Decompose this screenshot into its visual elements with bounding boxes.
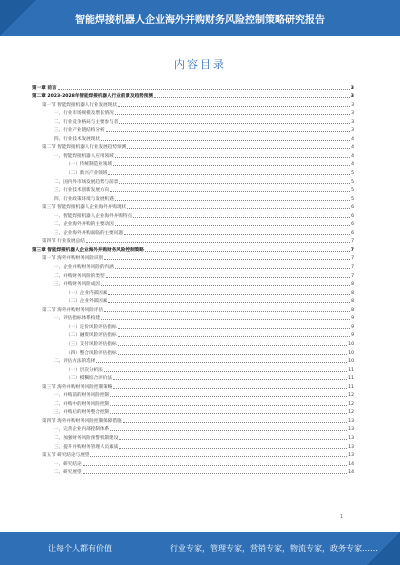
toc-entry-title: （二）融资风险评估指标 bbox=[66, 333, 117, 339]
toc-entry[interactable] bbox=[32, 253, 354, 262]
toc-entry[interactable] bbox=[32, 287, 354, 296]
toc-entry-title: 第二章 2023-2028年智能焊接机器人行业前景及趋势预测 bbox=[32, 94, 153, 100]
toc-heading: 内容目录 bbox=[174, 58, 226, 71]
toc-entry[interactable] bbox=[32, 432, 354, 441]
toc-entry[interactable] bbox=[32, 415, 354, 424]
toc-entry-title: （一）定价风险评估指标 bbox=[66, 324, 117, 330]
toc-entry-title: 第三节 海外并购财务风险控制策略 bbox=[42, 384, 113, 390]
toc-entry[interactable] bbox=[32, 244, 354, 253]
footer-experts-line: 行业专家，管理专家，营销专家，物流专家，政务专家…… bbox=[170, 544, 378, 553]
toc-leader-dots bbox=[118, 328, 351, 329]
toc-leader-dots bbox=[115, 114, 350, 115]
toc-entry-title: （一）层次分析法 bbox=[66, 367, 103, 373]
toc-leader-dots bbox=[115, 225, 350, 226]
toc-entry[interactable] bbox=[32, 108, 354, 117]
toc-leader-dots bbox=[110, 430, 347, 431]
toc-entry[interactable] bbox=[32, 125, 354, 134]
toc-entry-page: 8 bbox=[351, 307, 354, 313]
toc-entry[interactable] bbox=[32, 210, 354, 219]
toc-entry-title: 一、评估指标体系构建 bbox=[54, 316, 100, 322]
toc-entry-title: 二、加强财务风险预警机制建设 bbox=[54, 435, 119, 441]
document-footer-bar bbox=[0, 532, 400, 565]
toc-entry[interactable] bbox=[32, 441, 354, 450]
toc-entry-page: 3 bbox=[351, 102, 354, 108]
toc-entry-title: 第三章 智能焊接机器人企业海外并购财务风险控制策略 bbox=[32, 247, 144, 253]
toc-entry-page: 4 bbox=[351, 153, 354, 159]
toc-entry-title: 三、并购财务风险成因 bbox=[54, 282, 100, 288]
toc-entry[interactable] bbox=[32, 270, 354, 279]
toc-leader-dots bbox=[106, 277, 351, 278]
toc-leader-dots bbox=[108, 302, 350, 303]
toc-leader-dots bbox=[90, 456, 347, 457]
toc-entry[interactable] bbox=[32, 202, 354, 211]
toc-entry[interactable] bbox=[32, 296, 354, 305]
toc-entry-title: 一、并购前的财务风险控制 bbox=[54, 393, 110, 399]
toc-entry-page: 13 bbox=[348, 418, 354, 424]
toc-leader-dots bbox=[145, 251, 350, 252]
toc-entry[interactable] bbox=[32, 82, 354, 91]
toc-entry-title: 第一章 前言 bbox=[32, 85, 57, 91]
toc-entry[interactable] bbox=[32, 142, 354, 151]
footer-slogan: 让每个人都有价值 bbox=[48, 544, 112, 553]
toc-entry[interactable] bbox=[32, 159, 354, 168]
toc-entry-title: （二）模糊综合评价法 bbox=[66, 376, 112, 382]
toc-entry-page: 6 bbox=[351, 205, 354, 211]
toc-entry[interactable] bbox=[32, 390, 354, 399]
footer-corner-decoration bbox=[367, 532, 400, 565]
toc-entry-page: 13 bbox=[348, 427, 354, 433]
toc-entry[interactable] bbox=[32, 424, 354, 433]
toc-leader-dots bbox=[86, 242, 350, 243]
toc-leader-dots bbox=[119, 123, 350, 124]
toc-entry[interactable] bbox=[32, 407, 354, 416]
toc-entry-title: （二）企业外部因素 bbox=[66, 299, 108, 305]
toc-entry-title: 四、行业政策环境与发展机遇 bbox=[54, 196, 114, 202]
toc-entry[interactable] bbox=[32, 236, 354, 245]
toc-entry-page: 10 bbox=[348, 350, 354, 356]
toc-entry-title: 二、行业竞争格局与主要参与者 bbox=[54, 119, 119, 125]
toc-entry-page: 11 bbox=[348, 384, 354, 390]
toc-leader-dots bbox=[83, 473, 348, 474]
toc-leader-dots bbox=[118, 336, 351, 337]
toc-entry-title: 三、行业技术创新发展方向 bbox=[54, 188, 110, 194]
toc-entry-title: （四）整合风险评估指标 bbox=[66, 350, 117, 356]
toc-leader-dots bbox=[115, 200, 350, 201]
toc-entry-page: 4 bbox=[351, 145, 354, 151]
toc-entry-title: 第四节 行业发展总结 bbox=[42, 239, 85, 245]
toc-entry-page: 12 bbox=[348, 393, 354, 399]
toc-entry[interactable] bbox=[32, 279, 354, 288]
toc-entry-page: 9 bbox=[351, 316, 354, 322]
toc-entry-title: 第四节 海外并购财务风险控制保障措施 bbox=[42, 418, 122, 424]
document-header-bar bbox=[0, 0, 400, 36]
toc-leader-dots bbox=[101, 285, 350, 286]
toc-entry[interactable] bbox=[32, 347, 354, 356]
toc-leader-dots bbox=[96, 362, 347, 363]
toc-entry[interactable] bbox=[32, 381, 354, 390]
toc-entry[interactable] bbox=[32, 227, 354, 236]
toc-entry-title: （一）企业内部因素 bbox=[66, 290, 108, 296]
toc-entry[interactable] bbox=[32, 99, 354, 108]
toc-leader-dots bbox=[115, 268, 350, 269]
toc-entry-page: 12 bbox=[348, 401, 354, 407]
toc-entry-page: 3 bbox=[351, 111, 354, 117]
toc-entry-page: 7 bbox=[351, 256, 354, 262]
toc-entry-page: 7 bbox=[350, 247, 354, 253]
toc-entry-page: 6 bbox=[351, 213, 354, 219]
toc-entry[interactable] bbox=[32, 219, 354, 228]
toc-entry-page: 8 bbox=[351, 282, 354, 288]
toc-entry-page: 9 bbox=[351, 333, 354, 339]
toc-entry-page: 5 bbox=[351, 196, 354, 202]
toc-leader-dots bbox=[101, 140, 350, 141]
toc-leader-dots bbox=[110, 405, 347, 406]
toc-leader-dots bbox=[110, 413, 347, 414]
toc-leader-dots bbox=[118, 354, 348, 355]
toc-entry-title: 一、智能焊接机器人应用领域 bbox=[54, 153, 114, 159]
toc-leader-dots bbox=[127, 208, 350, 209]
toc-entry-title: 一、研究结论 bbox=[54, 461, 82, 467]
toc-leader-dots bbox=[133, 217, 350, 218]
toc-entry-page: 5 bbox=[351, 188, 354, 194]
toc-entry-title: 三、并购后的财务整合控制 bbox=[54, 410, 110, 416]
toc-leader-dots bbox=[118, 106, 350, 107]
document-title: 智能焊接机器人企业海外并购财务风险控制策略研究报告 bbox=[75, 14, 325, 26]
toc-entry-page: 7 bbox=[351, 265, 354, 271]
toc-entry-page: 3 bbox=[351, 128, 354, 134]
toc-leader-dots bbox=[104, 259, 350, 260]
toc-entry-title: 二、并购财务风险的类型 bbox=[54, 273, 105, 279]
toc-entry[interactable] bbox=[32, 313, 354, 322]
toc-entry-page: 10 bbox=[348, 359, 354, 365]
toc-entry[interactable] bbox=[32, 373, 354, 382]
toc-entry-title: 二、并购中的财务风险控制 bbox=[54, 401, 110, 407]
toc-entry-page: 4 bbox=[351, 162, 354, 168]
toc-leader-dots bbox=[123, 422, 348, 423]
toc-entry-page: 6 bbox=[351, 222, 354, 228]
toc-entry[interactable] bbox=[32, 150, 354, 159]
toc-leader-dots bbox=[113, 379, 347, 380]
toc-leader-dots bbox=[58, 89, 350, 90]
toc-leader-dots bbox=[127, 148, 350, 149]
toc-entry-title: 三、行业产业链结构分析 bbox=[54, 128, 105, 134]
toc-entry[interactable] bbox=[32, 321, 354, 330]
toc-entry-page: 13 bbox=[348, 453, 354, 459]
toc-entry[interactable] bbox=[32, 116, 354, 125]
toc-leader-dots bbox=[108, 174, 350, 175]
toc-entry-page: 5 bbox=[351, 171, 354, 177]
toc-entry-page: 5 bbox=[351, 179, 354, 185]
toc-entry-page: 14 bbox=[348, 470, 354, 476]
toc-entry-page: 6 bbox=[351, 230, 354, 236]
toc-entry-page: 11 bbox=[348, 367, 354, 373]
toc-entry-title: （三）支付风险评估指标 bbox=[66, 341, 117, 347]
toc-entry-page: 8 bbox=[351, 299, 354, 305]
toc-entry-page: 3 bbox=[351, 119, 354, 125]
toc-entry[interactable] bbox=[32, 330, 354, 339]
toc-entry[interactable] bbox=[32, 304, 354, 313]
page-number: 1 bbox=[340, 514, 344, 520]
toc-entry-page: 9 bbox=[351, 324, 354, 330]
toc-entry[interactable] bbox=[32, 467, 354, 476]
toc-leader-dots bbox=[104, 371, 347, 372]
toc-entry-page: 7 bbox=[351, 273, 354, 279]
toc-entry-title: 一、完善企业内部控制体系 bbox=[54, 427, 110, 433]
toc-entry[interactable] bbox=[32, 450, 354, 459]
toc-entry-page: 3 bbox=[350, 94, 354, 100]
toc-entry-page: 12 bbox=[348, 410, 354, 416]
toc-entry[interactable] bbox=[32, 364, 354, 373]
toc-leader-dots bbox=[154, 97, 350, 98]
toc-entry-title: 三、提升并购财务管理人员素质 bbox=[54, 444, 119, 450]
toc-entry-page: 7 bbox=[351, 239, 354, 245]
toc-entry-title: 二、国内外市场发展趋势与前景 bbox=[54, 179, 119, 185]
toc-entry-page: 13 bbox=[348, 444, 354, 450]
toc-leader-dots bbox=[113, 388, 347, 389]
toc-entry-page: 11 bbox=[348, 376, 354, 382]
toc-entry-title: 第二节 智能焊接机器人行业发展趋势预测 bbox=[42, 145, 127, 151]
toc-entry-page: 3 bbox=[350, 85, 354, 91]
toc-entry-page: 14 bbox=[348, 461, 354, 467]
toc-entry[interactable] bbox=[32, 261, 354, 270]
toc-entry-page: 4 bbox=[351, 136, 354, 142]
toc-entry-title: 第五节 研究结论与展望 bbox=[42, 453, 90, 459]
toc-entry-title: 四、行业技术发展现状 bbox=[54, 136, 100, 142]
toc-leader-dots bbox=[108, 294, 350, 295]
toc-entry-page: 10 bbox=[348, 341, 354, 347]
toc-leader-dots bbox=[83, 465, 348, 466]
toc-leader-dots bbox=[118, 345, 348, 346]
toc-entry-title: （二）新兴产业领域 bbox=[66, 171, 108, 177]
toc-leader-dots bbox=[119, 439, 347, 440]
toc-entry[interactable] bbox=[32, 91, 354, 100]
toc-leader-dots bbox=[124, 234, 350, 235]
toc-entry[interactable] bbox=[32, 133, 354, 142]
toc-leader-dots bbox=[110, 396, 347, 397]
toc-leader-dots bbox=[119, 448, 347, 449]
toc-entry-title: 第一节 智能焊接机器人行业发展现状 bbox=[42, 102, 117, 108]
toc-leader-dots bbox=[115, 157, 350, 158]
toc-entry-title: 第三节 智能焊接机器人企业海外并购现状 bbox=[42, 205, 127, 211]
toc-entry[interactable] bbox=[32, 185, 354, 194]
toc-entry[interactable] bbox=[32, 167, 354, 176]
toc-entry[interactable] bbox=[32, 338, 354, 347]
toc-entry-title: 二、研究展望 bbox=[54, 470, 82, 476]
toc-entry-title: 二、企业海外并购的主要动因 bbox=[54, 222, 114, 228]
toc-leader-dots bbox=[104, 311, 350, 312]
toc-entry[interactable] bbox=[32, 356, 354, 365]
header-corner-decoration bbox=[0, 0, 36, 36]
toc-leader-dots bbox=[119, 183, 350, 184]
toc-entry-title: 第二节 海外并购财务风险评估 bbox=[42, 307, 104, 313]
toc-entry[interactable] bbox=[32, 398, 354, 407]
toc-entry-title: 第一节 海外并购财务风险识别 bbox=[42, 256, 104, 262]
toc-entry[interactable] bbox=[32, 193, 354, 202]
toc-entry-title: 一、行业市场规模及增长情况 bbox=[54, 111, 114, 117]
toc-entry-page: 8 bbox=[351, 290, 354, 296]
toc-leader-dots bbox=[106, 131, 351, 132]
toc-entry-title: 三、企业海外并购面临的主要问题 bbox=[54, 230, 123, 236]
toc-entry-page: 13 bbox=[348, 435, 354, 441]
toc-entry-title: 二、评估方法的选择 bbox=[54, 359, 96, 365]
toc-entry-title: 一、企业并购财务风险的内涵 bbox=[54, 265, 114, 271]
table-of-contents bbox=[32, 82, 354, 514]
toc-entry-title: （一）传统制造业领域 bbox=[66, 162, 112, 168]
toc-leader-dots bbox=[110, 191, 350, 192]
toc-entry[interactable] bbox=[32, 176, 354, 185]
toc-leader-dots bbox=[113, 165, 350, 166]
toc-leader-dots bbox=[101, 319, 350, 320]
toc-entry[interactable] bbox=[32, 458, 354, 467]
toc-entry-title: 一、智能焊接机器人企业海外并购特点 bbox=[54, 213, 133, 219]
